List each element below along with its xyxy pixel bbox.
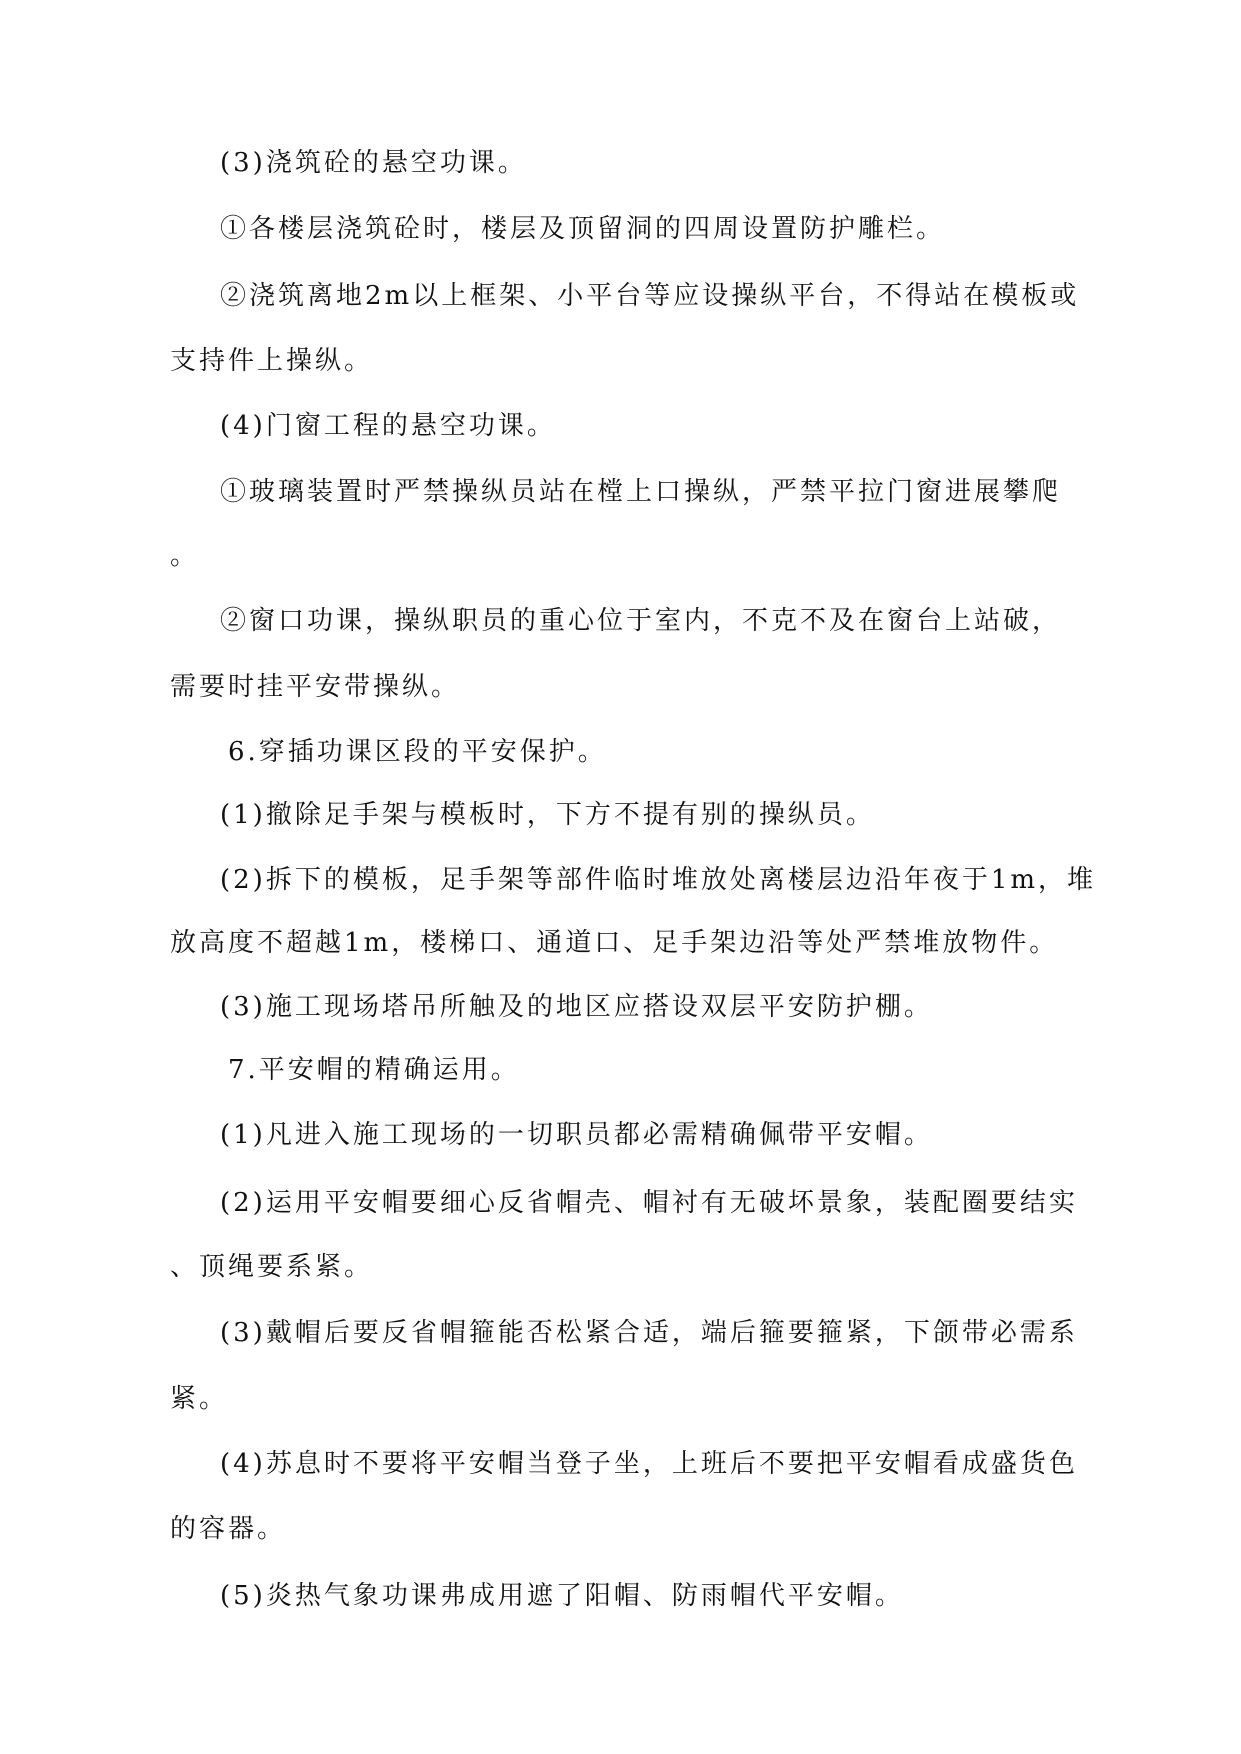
text-line: ①玻璃装置时严禁操纵员站在樘上口操纵，严禁平拉门窗进展攀爬 [220, 477, 1062, 507]
text-line: (3)浇筑砼的悬空功课。 [220, 148, 527, 178]
text-line: 支持件上操纵。 [170, 346, 374, 376]
text-line: ②浇筑离地2m以上框架、小平台等应设操纵平台，不得站在模板或 [220, 281, 1080, 311]
text-line: (4)门窗工程的悬空功课。 [220, 411, 556, 441]
text-line: (1)凡进入施工现场的一切职员都必需精确佩带平安帽。 [220, 1120, 933, 1150]
text-line: (4)苏息时不要将平安帽当登子坐，上班后不要把平安帽看成盛货色 [220, 1449, 1078, 1479]
text-line: (2)拆下的模板，足手架等部件临时堆放处离楼层边沿年夜于1m，堆 [220, 865, 1097, 895]
text-line: 的容器。 [170, 1514, 287, 1544]
section-heading: 7.平安帽的精确运用。 [228, 1055, 520, 1085]
text-line: 紧。 [170, 1384, 229, 1414]
text-line: ①各楼层浇筑砼时，楼层及顶留洞的四周设置防护雕栏。 [220, 214, 946, 244]
text-line: (2)运用平安帽要细心反省帽壳、帽衬有无破坏景象，装配圈要结实 [220, 1188, 1078, 1218]
text-line: 需要时挂平安带操纵。 [170, 672, 461, 702]
section-heading: 6.穿插功课区段的平安保护。 [228, 737, 607, 767]
text-line: ②窗口功课，操纵职员的重心位于室内，不克不及在窗台上站破， [220, 606, 1062, 636]
text-line: (1)撤除足手架与模板时，下方不提有别的操纵员。 [220, 800, 875, 830]
text-line: (3)戴帽后要反省帽箍能否松紧合适，端后箍要箍紧，下颌带必需系 [220, 1318, 1078, 1348]
text-line: 。 [170, 541, 200, 571]
text-line: (3)施工现场塔吊所触及的地区应搭设双层平安防护棚。 [220, 992, 933, 1022]
text-line: (5)炎热气象功课弗成用遮了阳帽、防雨帽代平安帽。 [220, 1581, 904, 1611]
text-line: 放高度不超越1m，楼梯口、通道口、足手架边沿等处严禁堆放物件。 [170, 928, 1059, 958]
text-line: 、顶绳要系紧。 [170, 1252, 374, 1282]
